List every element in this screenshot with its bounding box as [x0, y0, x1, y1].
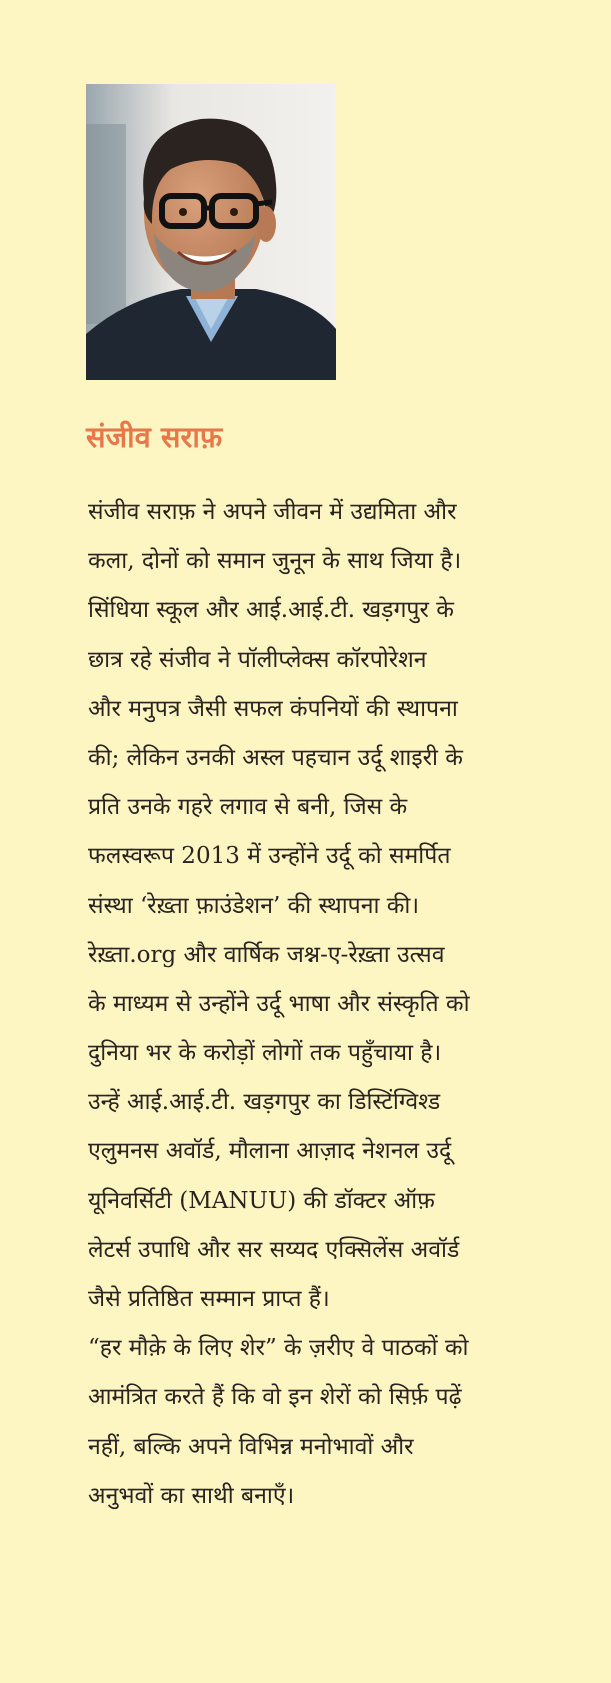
bio-line: एलुमनस अवॉर्ड, मौलाना आज़ाद नेशनल उर्दू [88, 1138, 452, 1165]
bio-line: यूनिवर्सिटी (MANUU) की डॉक्टर ऑफ़ [88, 1187, 435, 1214]
bio-line: की; लेकिन उनकी अस्ल पहचान उर्दू शाइरी के [88, 744, 463, 771]
bio-line: संस्था ‘रेख़्ता फ़ाउंडेशन’ की स्थापना की। [88, 892, 420, 919]
bio-line: कला, दोनों को समान जुनून के साथ जिया है। [88, 548, 462, 575]
bio-line: के माध्यम से उन्होंने उर्दू भाषा और संस्कृति को [88, 990, 470, 1017]
author-photo-illustration [86, 84, 336, 380]
bio-line: रेख़्ता.org और वार्षिक जश्न-ए-रेख़्ता उत्सव [88, 941, 445, 968]
bio-line: सिंधिया स्कूल और आई.आई.टी. खड़गपुर के [88, 597, 454, 624]
bio-line: लेटर्स उपाधि और सर सय्यद एक्सिलेंस अवॉर्ड [88, 1236, 460, 1263]
bio-line: “हर मौक़े के लिए शेर” के ज़रीए वे पाठकों को [88, 1335, 469, 1362]
bio-line: और मनुपत्र जैसी सफल कंपनियों की स्थापना [88, 695, 458, 722]
bio-line: फलस्वरूप 2013 में उन्होंने उर्दू को समर्पित [88, 843, 451, 870]
author-name: संजीव सराफ़ [86, 420, 223, 454]
bio-line: आमंत्रित करते हैं कि वो इन शेरों को सिर्फ़ पढ़ें [88, 1384, 462, 1411]
bio-line: उन्हें आई.आई.टी. खड़गपुर का डिस्टिंग्विश्ड [88, 1089, 441, 1116]
author-photo [86, 84, 336, 380]
bio-line: जैसे प्रतिष्ठित सम्मान प्राप्त हैं। [88, 1286, 330, 1312]
bio-line: अनुभवों का साथी बनाएँ। [88, 1482, 295, 1509]
bio-line: दुनिया भर के करोड़ों लोगों तक पहुँचाया है। [88, 1040, 442, 1067]
bio-line: संजीव सराफ़ ने अपने जीवन में उद्यमिता और [88, 499, 457, 525]
author-bio [88, 488, 528, 1521]
bio-line: नहीं, बल्कि अपने विभिन्न मनोभावों और [88, 1433, 414, 1460]
bio-line: छात्र रहे संजीव ने पॉलीप्लेक्स कॉरपोरेशन [88, 646, 427, 673]
bio-line: प्रति उनके गहरे लगाव से बनी, जिस के [88, 794, 408, 821]
